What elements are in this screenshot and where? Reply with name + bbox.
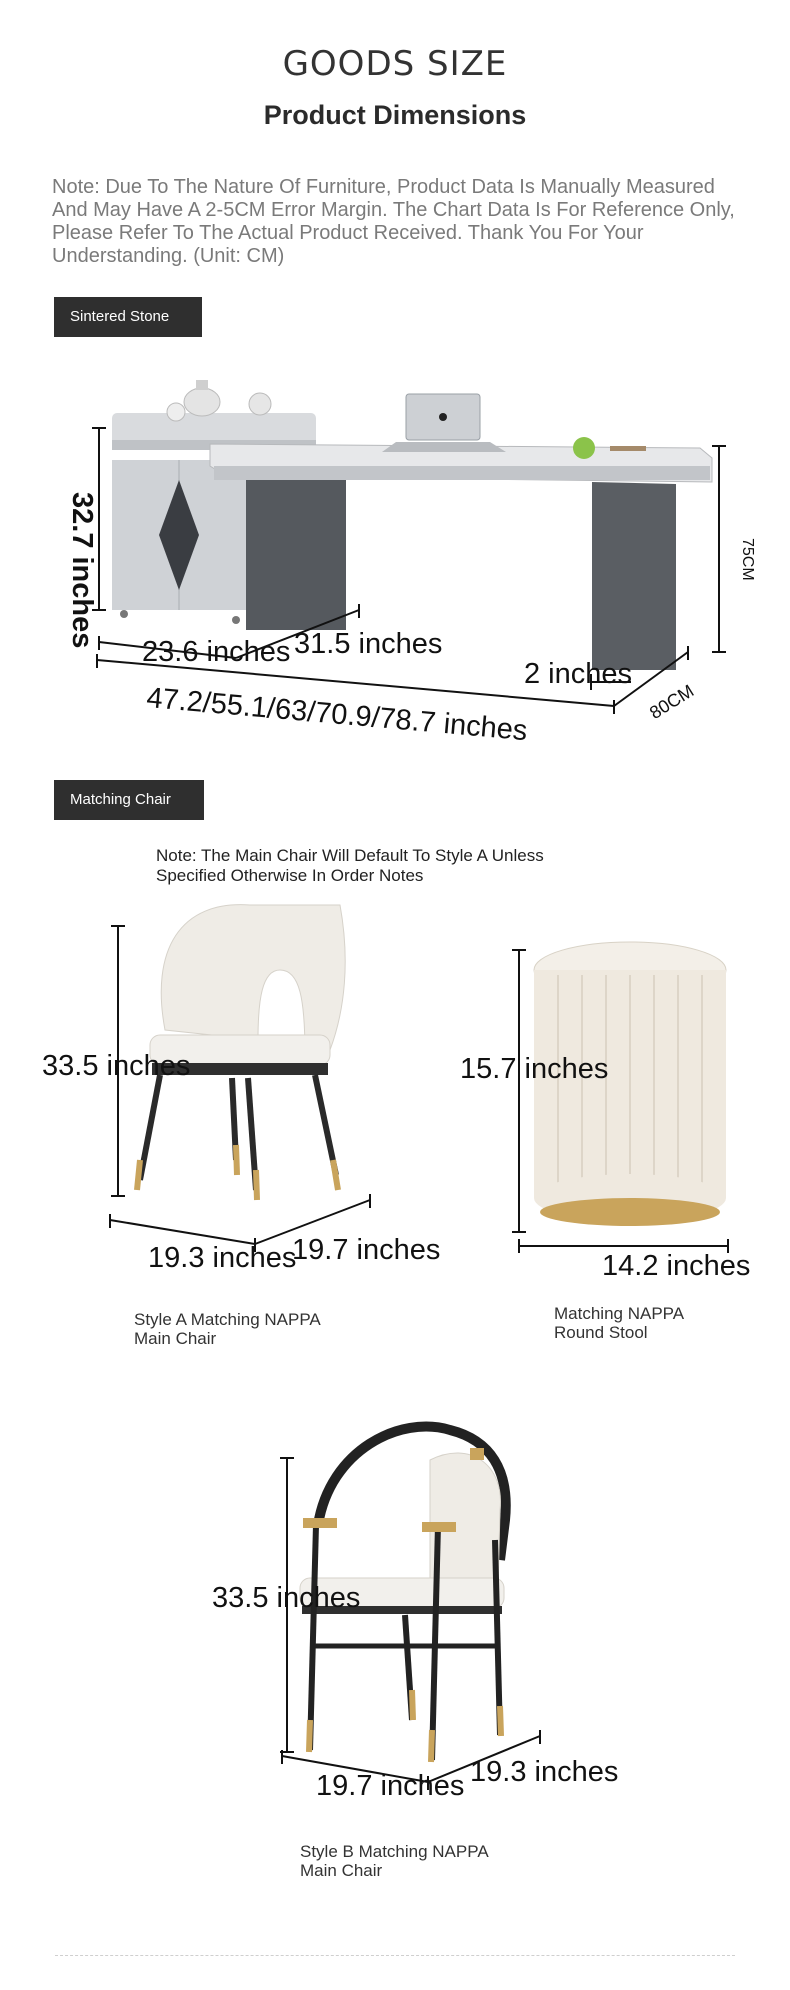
page-title: Product Dimensions — [263, 100, 527, 130]
desk-height-label: 32.7 inches — [66, 492, 98, 649]
bottom-divider — [55, 1955, 735, 1956]
brand-heading: GOODS SIZE — [282, 44, 508, 84]
measurement-note: Note: Due To The Nature Of Furniture, Product Data Is Manually Measured And May Have A 2-5CM Error Margin. The Chart Data Is For Reference Only, Please Refer To The Actual Product Received. Thank You For Your Understanding. (Unit: CM) — [52, 176, 735, 267]
chair-b-caption-line2: Main Chair — [300, 1861, 383, 1880]
desk-length-label: 47.2/55.1/63/70.9/78.7 inches — [145, 682, 529, 748]
chair-a-caption-line2: Main Chair — [134, 1329, 217, 1348]
chair-b-caption-line1: Style B Matching NAPPA — [300, 1842, 489, 1861]
stool-caption — [554, 1304, 684, 1342]
chair-b-caption — [300, 1842, 489, 1880]
stool-height-label: 15.7 inches — [460, 1053, 609, 1085]
cabinet-width-label: 23.6 inches — [142, 636, 291, 668]
chair-a-caption — [134, 1310, 321, 1348]
chair-b-height-label: 33.5 inches — [212, 1582, 361, 1614]
chair-a-height-label: 33.5 inches — [42, 1050, 191, 1082]
chair-a-caption-line1: Style A Matching NAPPA — [134, 1310, 321, 1329]
stool-diameter-label: 14.2 inches — [602, 1250, 751, 1282]
section-tag-table: Sintered Stone Coffee Table — [54, 297, 202, 337]
chair-style-note: Note: The Main Chair Will Default To Style A Unless Specified Otherwise In Order Notes — [156, 846, 544, 885]
stool-caption-line1: Matching NAPPA — [554, 1304, 685, 1323]
leg-gap-label: 2 inches — [524, 658, 633, 690]
chair-b-width-label: 19.7 inches — [316, 1770, 465, 1802]
stool-caption-line2: Round Stool — [554, 1323, 648, 1342]
chair-a-width-label: 19.3 inches — [148, 1242, 297, 1274]
desk-illustration — [112, 380, 712, 670]
cabinet-depth-label: 31.5 inches — [294, 628, 443, 660]
desk-depth-cm-label: 80CM — [646, 680, 698, 723]
section-tag-chair: Matching Chair — [54, 780, 204, 820]
desk-height-cm-label: 75CM — [739, 538, 756, 581]
chair-b-depth-label: 19.3 inches — [470, 1756, 619, 1788]
chair-a-depth-label: 19.7 inches — [292, 1234, 441, 1266]
